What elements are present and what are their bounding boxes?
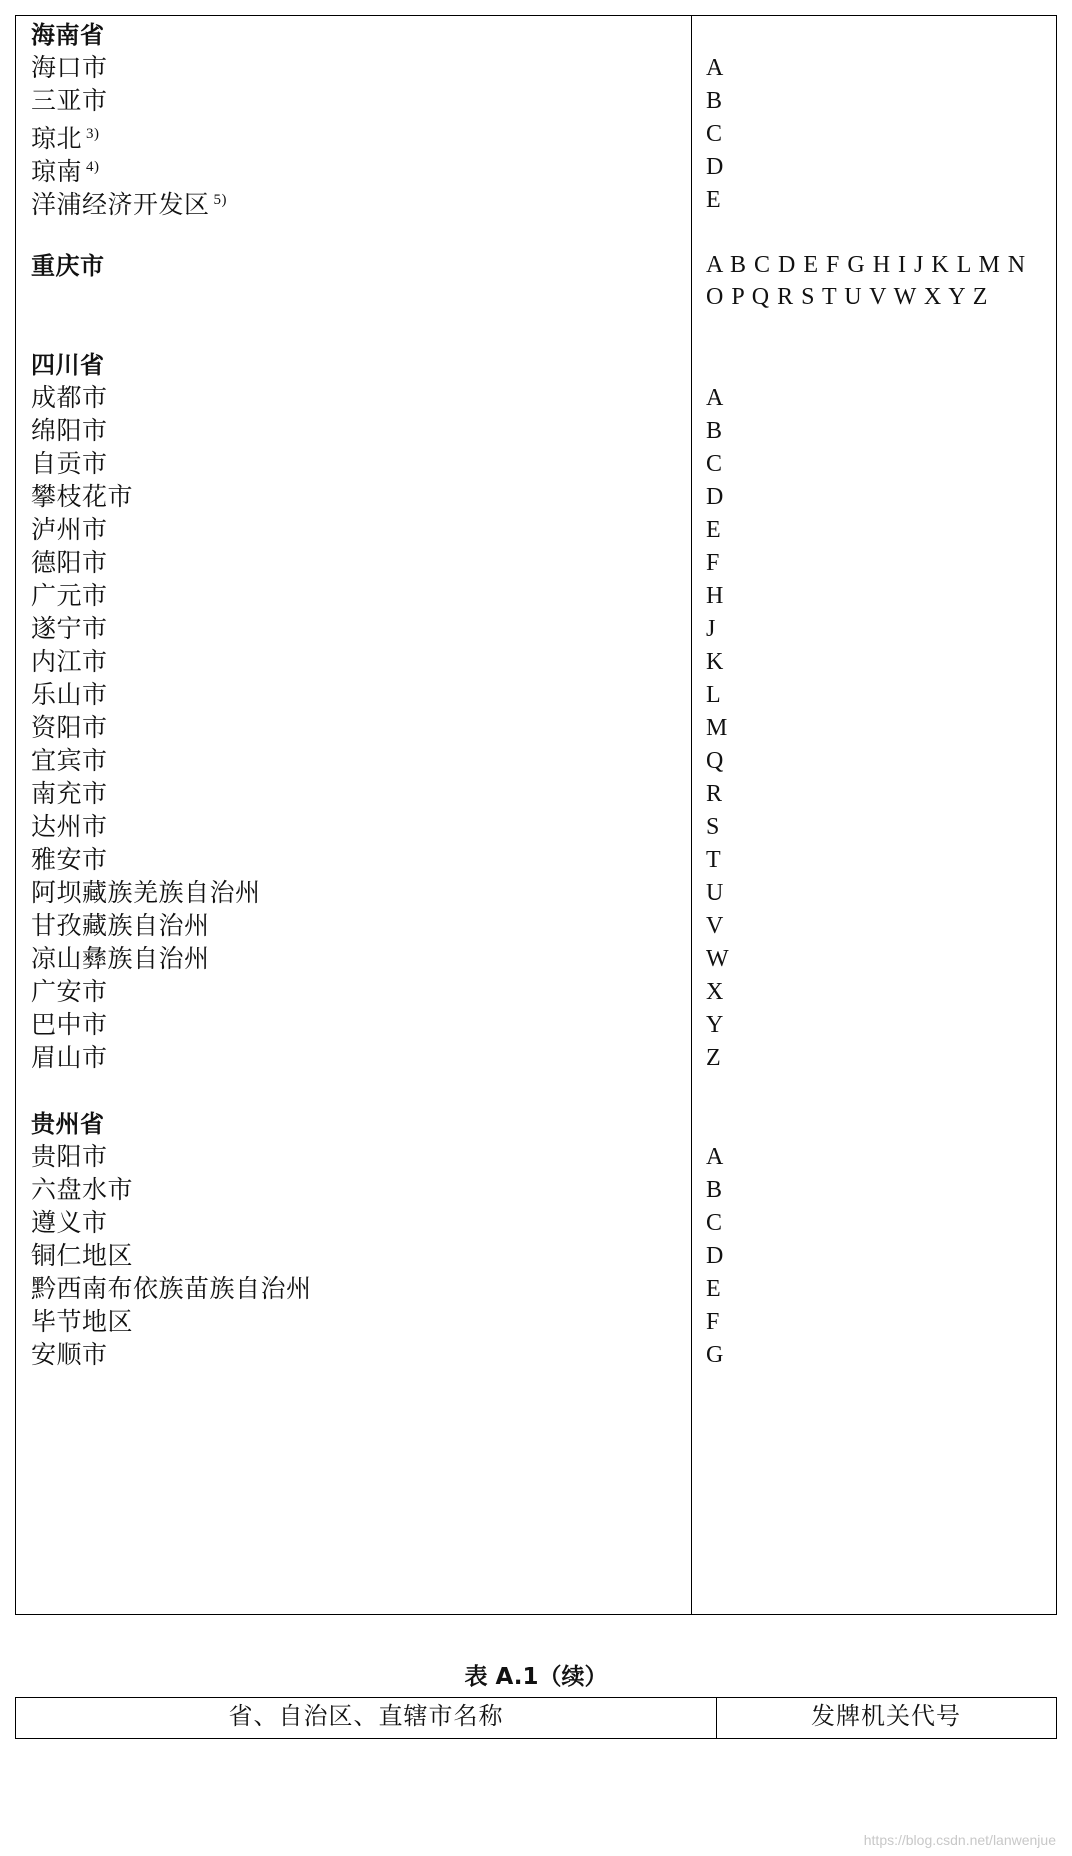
issuer-code: M xyxy=(706,715,728,741)
issuer-code: Z xyxy=(706,1045,721,1071)
province-name: 四川省 xyxy=(31,351,105,379)
header-issuer-code: 发牌机关代号 xyxy=(811,1704,961,1730)
city-name-text: 绵阳市 xyxy=(31,418,108,445)
table-header xyxy=(15,1697,1057,1739)
city-name-text: 成都市 xyxy=(31,385,108,412)
issuer-code: A xyxy=(706,1144,724,1170)
province-name: 海南省 xyxy=(31,21,105,49)
issuer-code: D xyxy=(706,484,724,510)
city-name-text: 六盘水市 xyxy=(31,1177,134,1204)
city-name-text: 攀枝花市 xyxy=(31,484,134,511)
city-name-text: 甘孜藏族自治州 xyxy=(31,913,210,940)
footnote-marker: 5) xyxy=(213,192,228,208)
issuer-code: V xyxy=(706,913,724,939)
header-province-name: 省、自治区、直辖市名称 xyxy=(228,1704,504,1730)
issuer-code: T xyxy=(706,847,721,873)
table-caption: 表 A.1（续） xyxy=(464,1664,608,1690)
city-name-text: 巴中市 xyxy=(31,1012,108,1039)
issuer-code: X xyxy=(706,979,724,1005)
city-name-text: 内江市 xyxy=(31,649,108,676)
city-name-text: 广安市 xyxy=(31,979,108,1006)
issuer-code: E xyxy=(706,517,721,543)
city-name-text: 黔西南布依族苗族自治州 xyxy=(31,1276,312,1303)
issuer-code: B xyxy=(706,88,723,114)
city-name-text: 雅安市 xyxy=(31,847,108,874)
issuer-code: C xyxy=(706,121,723,147)
province-name: 重庆市 xyxy=(31,252,105,280)
footnote-marker: 4) xyxy=(86,159,100,175)
city-name-text: 海口市 xyxy=(31,55,108,82)
code-list-line-1: A B C D E F G H I J K L M N xyxy=(706,252,1027,278)
footnote-marker: 3) xyxy=(86,126,100,142)
city-name-text: 眉山市 xyxy=(31,1045,108,1072)
issuer-code: L xyxy=(706,682,721,708)
table-row xyxy=(16,1336,1056,1375)
city-name-text: 毕节地区 xyxy=(31,1309,134,1336)
issuer-code: U xyxy=(706,880,724,906)
province-name: 贵州省 xyxy=(31,1110,105,1138)
city-name xyxy=(31,181,227,225)
issuer-code: J xyxy=(706,616,716,642)
city-name-text: 琼南 xyxy=(31,159,83,186)
issuer-code: Y xyxy=(706,1012,724,1038)
table-row xyxy=(16,1039,1056,1078)
city-name-text: 宜宾市 xyxy=(31,748,108,775)
issuer-code: G xyxy=(706,1342,724,1368)
code-list-line-2: O P Q R S T U V W X Y Z xyxy=(706,284,989,310)
watermark: https://blog.csdn.net/lanwenjue xyxy=(863,1832,1056,1848)
city-name xyxy=(31,1336,108,1375)
city-name-text: 德阳市 xyxy=(31,550,108,577)
table-row xyxy=(16,181,1056,220)
issuer-code: F xyxy=(706,550,720,576)
issuer-code: F xyxy=(706,1309,720,1335)
issuer-code: H xyxy=(706,583,724,609)
city-name-text: 遵义市 xyxy=(31,1210,108,1237)
city-name-text: 自贡市 xyxy=(31,451,108,478)
issuer-code: B xyxy=(706,418,723,444)
city-name-text: 遂宁市 xyxy=(31,616,108,643)
city-name-text: 贵阳市 xyxy=(31,1144,108,1171)
city-name xyxy=(31,1039,108,1078)
city-name-text: 凉山彝族自治州 xyxy=(31,946,210,973)
city-name-text: 阿坝藏族羌族自治州 xyxy=(31,880,261,907)
city-name-text: 资阳市 xyxy=(31,715,108,742)
city-name-text: 泸州市 xyxy=(31,517,108,544)
issuer-code: S xyxy=(706,814,720,840)
issuer-code: A xyxy=(706,55,724,81)
city-name-text: 洋浦经济开发区 xyxy=(31,192,210,219)
issuer-code: K xyxy=(706,649,724,675)
issuer-code: E xyxy=(706,187,721,213)
city-name-text: 乐山市 xyxy=(31,682,108,709)
issuer-code: D xyxy=(706,154,724,180)
city-name-text: 安顺市 xyxy=(31,1342,108,1369)
issuer-code: C xyxy=(706,1210,723,1236)
issuer-code: B xyxy=(706,1177,723,1203)
issuer-code: Q xyxy=(706,748,724,774)
issuer-code: A xyxy=(706,385,724,411)
city-name-text: 铜仁地区 xyxy=(31,1243,134,1270)
issuer-code: W xyxy=(706,946,729,972)
plate-code-table xyxy=(15,15,1057,1615)
city-name-text: 琼北 xyxy=(31,126,83,153)
issuer-code: D xyxy=(706,1243,724,1269)
city-name-text: 南充市 xyxy=(31,781,108,808)
city-name-text: 三亚市 xyxy=(31,88,108,115)
issuer-code: E xyxy=(706,1276,721,1302)
city-name-text: 广元市 xyxy=(31,583,108,610)
table-body xyxy=(16,16,1056,1614)
issuer-code: C xyxy=(706,451,723,477)
issuer-code: R xyxy=(706,781,723,807)
city-name-text: 达州市 xyxy=(31,814,108,841)
